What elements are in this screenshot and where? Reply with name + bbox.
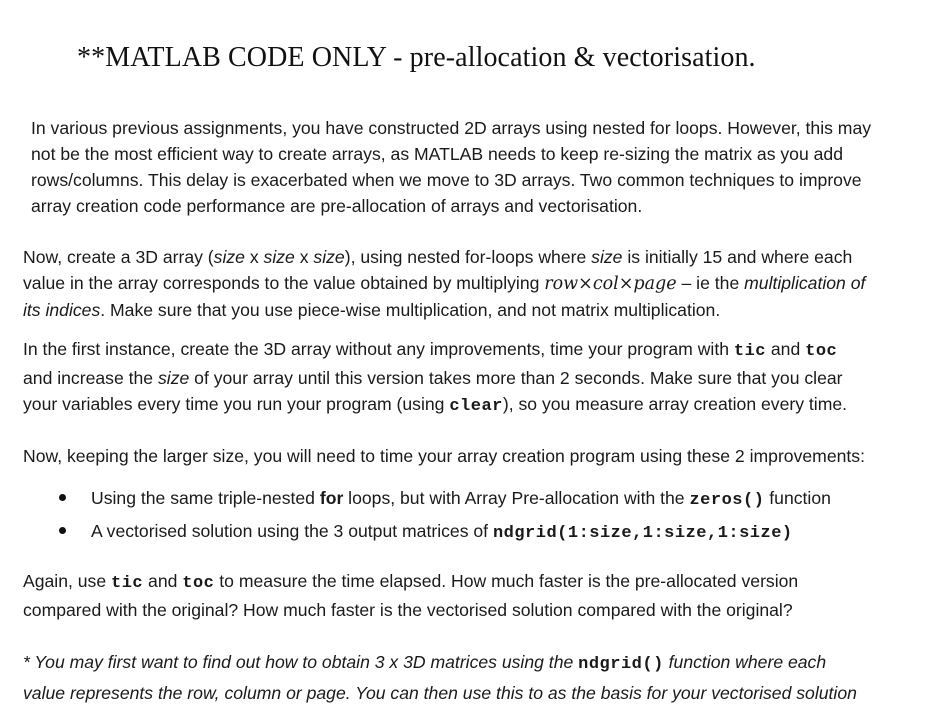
ndgrid-code: ndgrid(1:size,1:size,1:size) [492,524,793,543]
text-run: and increase the [23,368,158,388]
toc-code: toc [805,342,838,361]
hint-line-1 [23,648,857,679]
text-run: and [766,339,806,359]
text-run: Again, use [23,571,112,591]
page-title: **MATLAB CODE ONLY - pre-allocation & vectorisation. [77,42,756,73]
hint-note [23,648,857,708]
comparison-line-2: compared with the original? How much faster is the vectorised solution compared with the original? [23,600,793,620]
text-run: for [319,488,344,508]
timing-paragraph [23,336,847,420]
text-run: size [313,247,345,267]
clear-code: clear [449,397,503,416]
text-run: In the first instance, create the 3D array without any improvements, time your program with [23,339,734,359]
tic-code: tic [733,342,766,361]
improvements-intro: Now, keeping the larger size, you will need to time your array creation program using these 2 improvements: [23,446,865,466]
bullet-icon [59,494,66,501]
formula: row×col×page [544,274,677,294]
task-paragraph [23,244,865,323]
toc-code: toc [182,574,215,593]
text-run: function where each [663,652,827,672]
text-run: your variables every time you run your program (using [23,394,450,414]
text-run: A vectorised solution using the 3 output matrices of [91,521,493,541]
comparison-line-1 [23,568,798,597]
text-run: to measure the time elapsed. How much faster is the pre-allocated version [214,571,799,591]
intro-line: rows/columns. This delay is exacerbated when we move to 3D arrays. Two common techniques to improve [31,170,862,190]
zeros-code: zeros() [689,491,765,510]
timing-line-1 [23,336,847,365]
list-item [55,516,831,549]
text-run: loops, but with Array Pre-allocation with the [343,488,690,508]
text-run: size [263,247,295,267]
task-line-1 [23,244,865,270]
text-run: size [157,368,190,388]
text-run: * You may first want to find out how to obtain 3 x 3D matrices using the [23,652,579,672]
text-run: function [764,488,831,508]
text-run: multiplication of [744,273,866,293]
task-line-3 [23,297,865,323]
text-run: – ie the [676,273,745,293]
text-run: size [591,247,623,267]
timing-line-3 [23,391,847,420]
text-run: Now, create a 3D array ( [23,247,214,267]
timing-line-2 [23,365,847,391]
text-run: is initially 15 and where each [622,247,853,267]
text-run: x [244,247,264,267]
text-run: its indices [23,300,101,320]
text-run: x [294,247,314,267]
tic-code: tic [111,574,144,593]
text-run: and [143,571,183,591]
intro-paragraph [31,115,871,219]
text-run: . Make sure that you use piece-wise multiplication, and not matrix multiplication. [100,300,721,320]
intro-line: array creation code performance are pre-allocation of arrays and vectorisation. [31,196,643,216]
text-run: ), so you measure array creation every time. [502,394,848,414]
task-line-2 [23,270,865,297]
text-run: size [213,247,245,267]
hint-line-2: value represents the row, column or page. You can then use this to as the basis for your vectorised solution [23,683,857,703]
comparison-paragraph [23,568,798,623]
text-run: Using the same triple-nested [91,488,320,508]
ndgrid-code: ndgrid() [578,655,664,674]
bullet-icon [59,527,66,534]
list-item [55,483,831,516]
text-run: value in the array corresponds to the value obtained by multiplying [23,273,545,293]
text-run: of your array until this version takes more than 2 seconds. Make sure that you clear [189,368,843,388]
intro-line: not be the most efficient way to create arrays, as MATLAB needs to keep re-sizing the matrix as you add [31,144,843,164]
text-run: ), using nested for-loops where [344,247,592,267]
intro-line: In various previous assignments, you have constructed 2D arrays using nested for loops. However, this may [31,118,872,138]
improvements-list [55,483,831,549]
